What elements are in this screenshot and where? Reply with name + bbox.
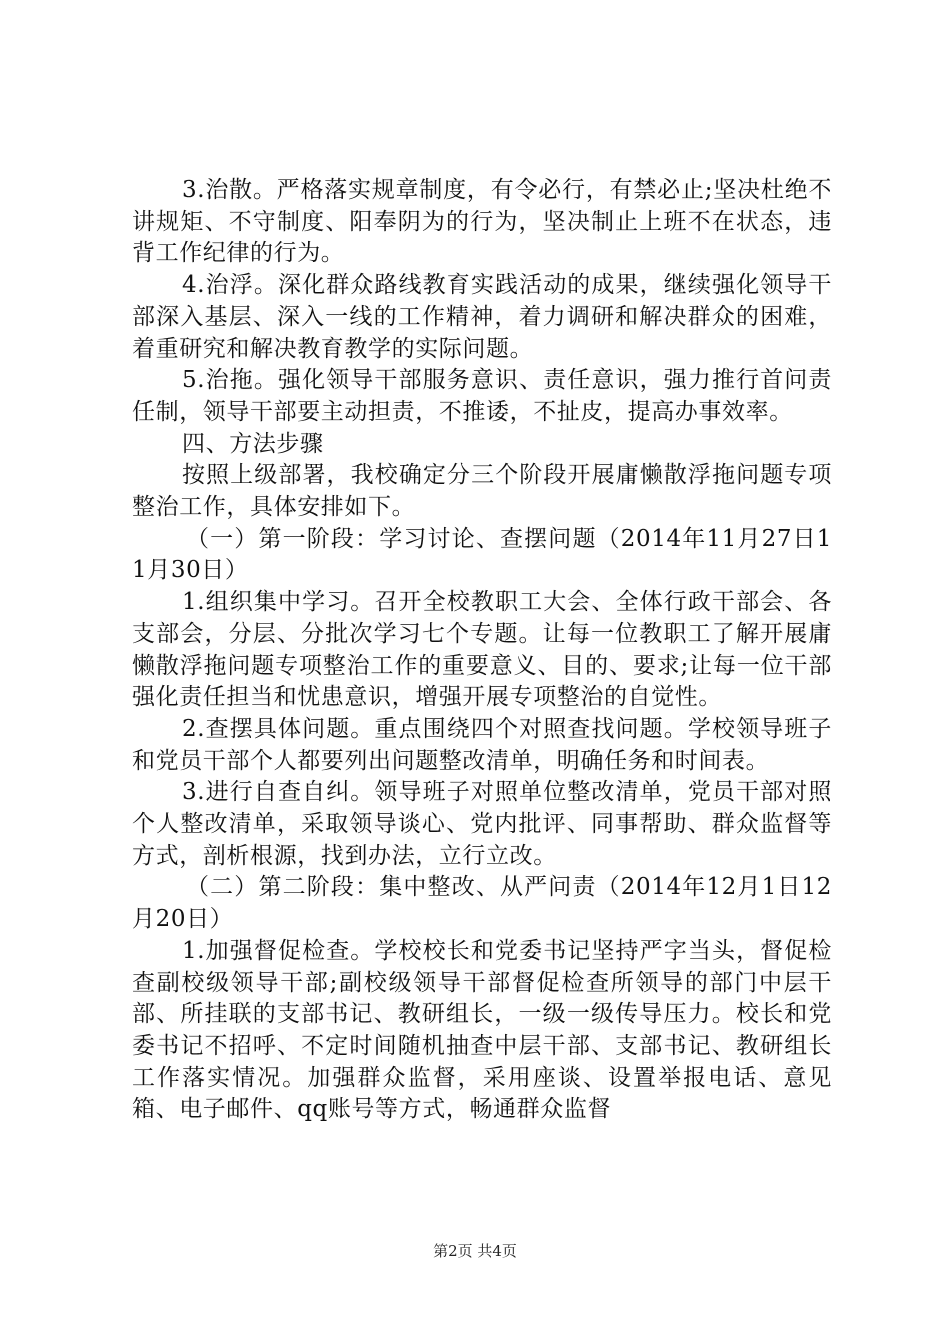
paragraph-zhituo: 5.治拖。强化领导干部服务意识、责任意识，强力推行首问责任制，领导干部要主动担责，不推诿，不扯皮，提高办事效率。 (132, 367, 832, 425)
section-heading-methods: 四、方法步骤 (182, 430, 324, 457)
document-body (132, 175, 832, 1126)
paragraph-self-check: 3.进行自查自纠。领导班子对照单位整改清单，党员干部对照个人整改清单，采取领导谈心、党内批评、同事帮助、群众监督等方式，剖析根源，找到办法，立行立改。 (132, 779, 832, 869)
page-number-footer: 第2页 共4页 (433, 1242, 517, 1260)
stage-one-heading: （一）第一阶段：学习讨论、查摆问题（2014年11月27日11月30日） (132, 525, 832, 584)
paragraph-zhisan: 3.治散。严格落实规章制度，有令必行，有禁必止;坚决杜绝不讲规矩、不守制度、阳奉阴为的行为，坚决制止上班不在状态，违背工作纪律的行为。 (132, 177, 832, 267)
paragraph-study: 1.组织集中学习。召开全校教职工大会、全体行政干部会、各支部会，分层、分批次学习七个专题。让每一位教职工了解开展庸懒散浮拖问题专项整治工作的重要意义、目的、要求;让每一位干部强化责任担当和忧患意识，增强开展专项整治的自觉性。 (132, 589, 832, 711)
paragraph-arrangement: 按照上级部署，我校确定分三个阶段开展庸懒散浮拖问题专项整治工作，具体安排如下。 (132, 462, 832, 521)
paragraph-supervision: 1.加强督促检查。学校校长和党委书记坚持严字当头，督促检查副校级领导干部;副校级领导干部督促检查所领导的部门中层干部、所挂联的支部书记、教研组长，一级一级传导压力。校长和党委书记不招呼、不定时间随机抽查中层干部、支部书记、教研组长工作落实情况。加强群众监督，采用座谈、设置举报电话、意见箱、电子邮件、qq账号等方式，畅通群众监督 (132, 937, 832, 1123)
paragraph-find-problems: 2.查摆具体问题。重点围绕四个对照查找问题。学校领导班子和党员干部个人都要列出问题整改清单，明确任务和时间表。 (132, 715, 832, 774)
stage-two-heading: （二）第二阶段：集中整改、从严问责（2014年12月1日12月20日） (132, 874, 832, 933)
paragraph-zhifu: 4.治浮。深化群众路线教育实践活动的成果，继续强化领导干部深入基层、深入一线的工作精神，着力调研和解决群众的困难，着重研究和解决教育教学的实际问题。 (132, 272, 832, 362)
